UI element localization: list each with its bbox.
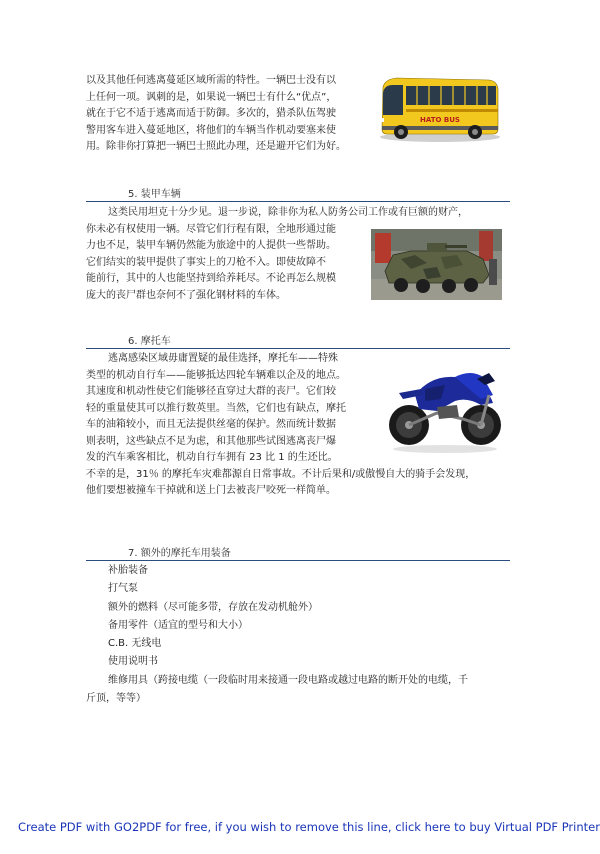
heading-text: 5. 装甲车辆 — [128, 189, 181, 200]
go2pdf-footer-link[interactable]: Create PDF with GO2PDF for free, if you wish to remove this line, click here to buy Virtual PDF Printer — [18, 820, 600, 834]
text-line: 能前行，其中的人也能坚持到给养耗尽。不论再怎么规模 — [86, 273, 336, 284]
bus-paragraph — [86, 73, 346, 156]
list-item: 补胎装备 — [108, 565, 148, 576]
text-line: 以及其他任何逃离蔓延区域所需的特性。一辆巴士没有以 — [86, 75, 336, 86]
motorcycle-illustration — [385, 355, 505, 455]
extra-gear-list — [86, 562, 468, 708]
text-line: 其速度和机动性使它们能够径直穿过大群的丧尸。它们较 — [86, 386, 336, 397]
bus-photo — [377, 71, 502, 146]
list-item: 打气泵 — [108, 583, 138, 595]
text-line: 庞大的丧尸群也奈何不了强化钢材料的车体。 — [86, 289, 286, 301]
text-line: 类型的机动自行车——能够抵达四轮车辆难以企及的地点。 — [86, 369, 346, 381]
motorcycle-photo — [385, 355, 505, 455]
text-line: 他们要想被撞车干掉就和送上门去被丧尸咬死一样简单。 — [86, 485, 336, 496]
section-heading-motorcycle — [86, 330, 510, 349]
bus-illustration — [377, 71, 502, 146]
text-line: 力也不足，装甲车辆仍然能为旅途中的人提供一些帮助。 — [86, 240, 336, 251]
list-item: 备用零件（适宜的型号和大小） — [108, 619, 248, 631]
text-line: 你未必有权使用一辆。尽管它们行程有限，全地形通过能 — [86, 223, 336, 235]
text-line: 轻的重量使其可以推行数英里。当然，它们也有缺点，摩托 — [86, 402, 346, 414]
heading-text: 6. 摩托车 — [128, 336, 171, 347]
text-line: 它们结实的装甲提供了事实上的刀枪不入。即使故障不 — [86, 256, 326, 268]
list-item: 额外的燃料（尽可能多带，存放在发动机舱外） — [108, 601, 318, 613]
armored-vehicle-photo — [371, 229, 502, 300]
section-heading-armored — [86, 183, 510, 202]
text-line: 车的油箱较小，而且无法提供丝毫的保护。然而统计数据 — [86, 419, 336, 430]
text-line: 逃离感染区域毋庸置疑的最佳选择，摩托车——特殊 — [108, 353, 338, 364]
section-heading-extra-gear — [86, 542, 510, 561]
heading-text: 7. 额外的摩托车用装备 — [128, 548, 231, 559]
list-item: 维修用具（跨接电缆（一段临时用来接通一段电路或越过电路的断开处的电缆，千 — [108, 674, 468, 686]
bus-logo-text: HATO BUS — [420, 116, 460, 124]
text-line: 发的汽车乘客相比，机动自行车拥有 23 比 1 的生还比。 — [86, 452, 338, 463]
text-line: 用。除非你打算把一辆巴士照此办理，还是避开它们为好。 — [86, 141, 346, 152]
text-line: 则表明，这些缺点不足为虑，和其他那些试图逃离丧尸爆 — [86, 435, 336, 447]
list-item-continuation: 斤顶，等等） — [86, 693, 146, 705]
text-line: 上任何一项。讽刺的是，如果说一辆巴士有什么“优点”， — [86, 91, 337, 103]
text-line: 不幸的是，31％ 的摩托车灾难都源自日常事故。不计后果和/或傲慢自大的骑手会发现， — [86, 468, 476, 480]
list-item: C.B. 无线电 — [108, 638, 162, 650]
text-line: 就在于它不适于逃离而适于防御。多次的，猎杀队伍驾驶 — [86, 108, 336, 119]
text-line: 这类民用坦克十分少见。退一步说，除非你为私人防务公司工作或有巨额的财产， — [108, 207, 468, 218]
text-line: 警用客车进入蔓延地区，将他们的车辆当作机动要塞来使 — [86, 124, 336, 136]
list-item: 使用说明书 — [108, 656, 158, 668]
armored-vehicle-illustration — [371, 229, 502, 300]
